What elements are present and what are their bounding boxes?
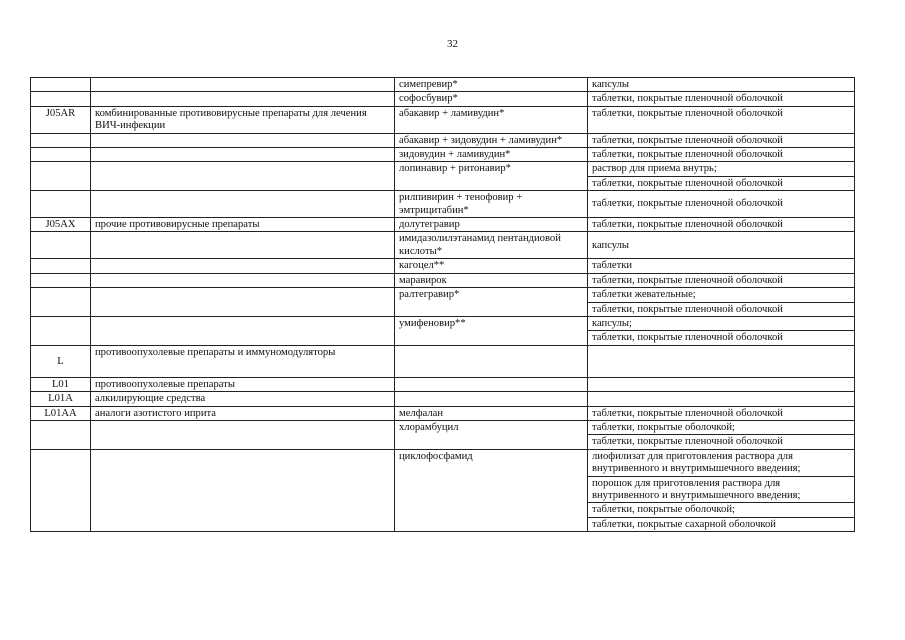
drug-name-cell (395, 392, 588, 406)
drug-name-cell: ралтегравир* (395, 288, 588, 317)
table-row (31, 133, 855, 147)
table-row (31, 377, 855, 391)
table-row (31, 259, 855, 273)
dosage-form-cell: таблетки, покрытые пленочной оболочкой (588, 148, 855, 162)
atc-code-cell: J05AX (31, 218, 91, 232)
drug-name-cell: лопинавир + ритонавир* (395, 162, 588, 191)
atc-code-cell (31, 449, 91, 531)
group-name-cell: алкилирующие средства (91, 392, 395, 406)
group-name-cell: аналоги азотистого иприта (91, 406, 395, 420)
atc-code-cell (31, 162, 91, 191)
drug-name-cell: зидовудин + ламивудин* (395, 148, 588, 162)
group-name-cell (91, 316, 395, 345)
table-row (31, 218, 855, 232)
group-name-cell (91, 92, 395, 106)
atc-code-cell (31, 191, 91, 218)
drug-name-cell: долутегравир (395, 218, 588, 232)
dosage-form-cell: таблетки, покрытые оболочкой; (588, 420, 855, 434)
group-name-cell (91, 78, 395, 92)
dosage-form-cell: лиофилизат для приготовления раствора для внутривенного и внутримышечного введения; (588, 449, 855, 476)
drug-name-cell: софосбувир* (395, 92, 588, 106)
page-number: 32 (447, 38, 458, 50)
dosage-form-cell: таблетки, покрытые пленочной оболочкой (588, 176, 855, 190)
atc-code-cell (31, 148, 91, 162)
atc-code-cell: L01A (31, 392, 91, 406)
dosage-form-cell: таблетки, покрытые пленочной оболочкой (588, 218, 855, 232)
group-name-cell: прочие противовирусные препараты (91, 218, 395, 232)
dosage-form-cell: таблетки, покрытые пленочной оболочкой (588, 133, 855, 147)
dosage-form-cell: раствор для приема внутрь; (588, 162, 855, 176)
group-name-cell (91, 232, 395, 259)
atc-code-cell: L01AA (31, 406, 91, 420)
group-name-cell: комбинированные противовирусные препараты для лечения ВИЧ-инфекции (91, 106, 395, 133)
atc-code-cell (31, 232, 91, 259)
dosage-form-cell: капсулы; (588, 316, 855, 330)
table-row (31, 420, 855, 434)
dosage-form-cell: таблетки (588, 259, 855, 273)
group-name-cell (91, 148, 395, 162)
group-name-cell (91, 162, 395, 191)
table-row (31, 148, 855, 162)
group-name-cell (91, 449, 395, 531)
table-row (31, 191, 855, 218)
drug-name-cell: умифеновир** (395, 316, 588, 345)
table-row (31, 345, 855, 377)
group-name-cell (91, 273, 395, 287)
atc-code-cell: J05AR (31, 106, 91, 133)
drug-name-cell: абакавир + ламивудин* (395, 106, 588, 133)
dosage-form-cell: таблетки, покрытые пленочной оболочкой (588, 435, 855, 449)
drug-name-cell: абакавир + зидовудин + ламивудин* (395, 133, 588, 147)
atc-code-cell (31, 92, 91, 106)
drug-table (30, 77, 855, 532)
table-row (31, 273, 855, 287)
drug-name-cell: циклофосфамид (395, 449, 588, 531)
drug-name-cell (395, 345, 588, 377)
drug-name-cell: рилпивирин + тенофовир + эмтрицитабин* (395, 191, 588, 218)
drug-name-cell: хлорамбуцил (395, 420, 588, 449)
dosage-form-cell: таблетки, покрытые пленочной оболочкой (588, 331, 855, 345)
group-name-cell (91, 288, 395, 317)
drug-name-cell: маравирок (395, 273, 588, 287)
table-row (31, 162, 855, 176)
table-row (31, 449, 855, 476)
drug-name-cell: имидазолилэтанамид пентандиовой кислоты* (395, 232, 588, 259)
group-name-cell (91, 420, 395, 449)
dosage-form-cell (588, 377, 855, 391)
dosage-form-cell: порошок для приготовления раствора для внутривенного и внутримышечного введения; (588, 476, 855, 503)
dosage-form-cell (588, 392, 855, 406)
drug-table-body (31, 78, 855, 532)
atc-code-cell: L01 (31, 377, 91, 391)
table-row (31, 78, 855, 92)
atc-code-cell: L (31, 345, 91, 377)
dosage-form-cell: таблетки, покрытые пленочной оболочкой (588, 302, 855, 316)
dosage-form-cell: таблетки, покрытые пленочной оболочкой (588, 273, 855, 287)
drug-name-cell: симепревир* (395, 78, 588, 92)
atc-code-cell (31, 259, 91, 273)
group-name-cell (91, 259, 395, 273)
drug-name-cell (395, 377, 588, 391)
dosage-form-cell: таблетки, покрытые пленочной оболочкой (588, 191, 855, 218)
dosage-form-cell (588, 345, 855, 377)
dosage-form-cell: таблетки, покрытые пленочной оболочкой (588, 92, 855, 106)
atc-code-cell (31, 316, 91, 345)
drug-name-cell: мелфалан (395, 406, 588, 420)
table-row (31, 316, 855, 330)
group-name-cell: противоопухолевые препараты и иммуномодуляторы (91, 345, 395, 377)
drug-name-cell: кагоцел** (395, 259, 588, 273)
dosage-form-cell: таблетки, покрытые пленочной оболочкой (588, 106, 855, 133)
group-name-cell: противоопухолевые препараты (91, 377, 395, 391)
group-name-cell (91, 133, 395, 147)
atc-code-cell (31, 420, 91, 449)
table-row (31, 406, 855, 420)
table-row (31, 288, 855, 302)
dosage-form-cell: капсулы (588, 232, 855, 259)
table-row (31, 392, 855, 406)
group-name-cell (91, 191, 395, 218)
dosage-form-cell: таблетки жевательные; (588, 288, 855, 302)
dosage-form-cell: капсулы (588, 78, 855, 92)
atc-code-cell (31, 133, 91, 147)
dosage-form-cell: таблетки, покрытые пленочной оболочкой (588, 406, 855, 420)
atc-code-cell (31, 78, 91, 92)
atc-code-cell (31, 288, 91, 317)
table-row (31, 232, 855, 259)
table-row (31, 92, 855, 106)
dosage-form-cell: таблетки, покрытые сахарной оболочкой (588, 517, 855, 531)
dosage-form-cell: таблетки, покрытые оболочкой; (588, 503, 855, 517)
table-row (31, 106, 855, 133)
atc-code-cell (31, 273, 91, 287)
